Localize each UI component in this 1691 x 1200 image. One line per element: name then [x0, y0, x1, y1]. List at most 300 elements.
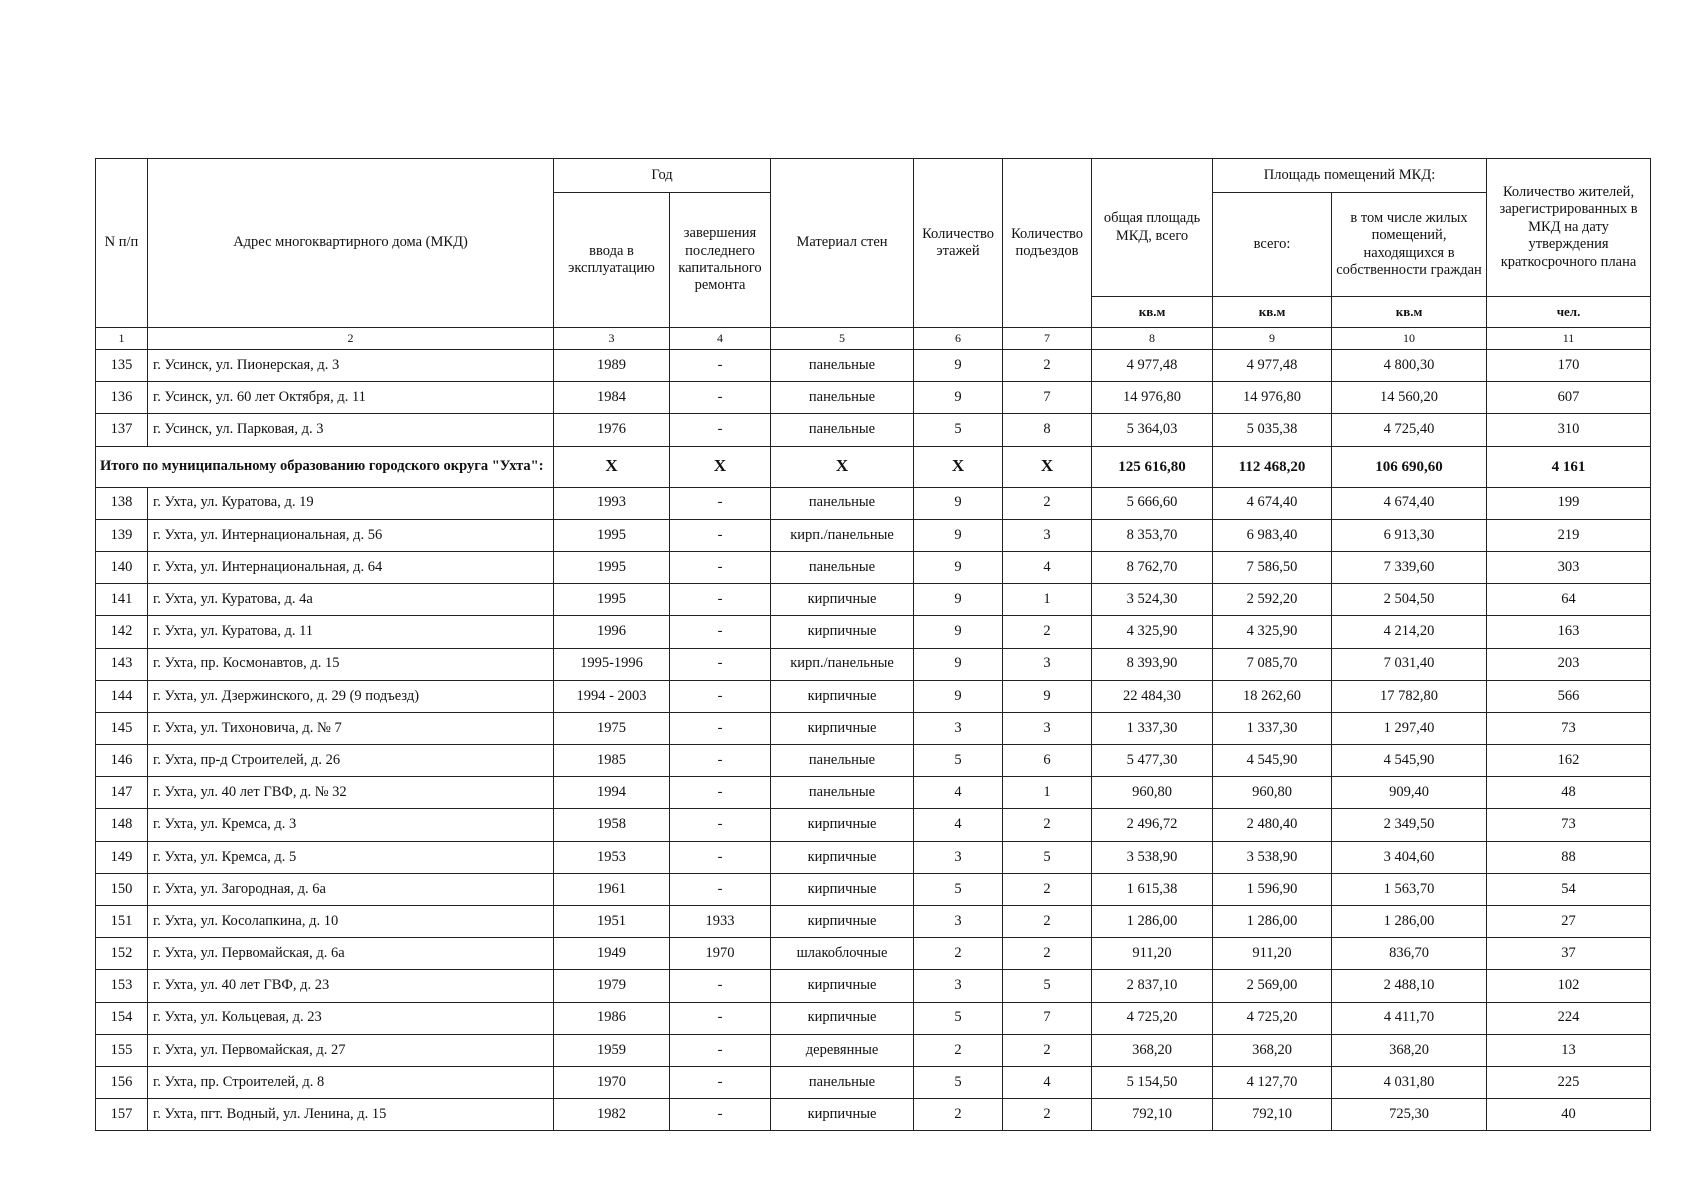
- cell-address: г. Ухта, ул. Загородная, д. 6а: [148, 873, 554, 905]
- cell-floors: 9: [914, 584, 1003, 616]
- cell-wall-material: панельные: [771, 382, 914, 414]
- header-premises-total: всего:: [1213, 193, 1332, 297]
- total-total-area: 125 616,80: [1092, 446, 1213, 487]
- col-number: 11: [1487, 328, 1651, 350]
- cell-area-residential: 2 349,50: [1332, 809, 1487, 841]
- cell-area-all: 4 977,48: [1213, 350, 1332, 382]
- cell-total-area: 5 666,60: [1092, 487, 1213, 519]
- cell-area-residential: 909,40: [1332, 777, 1487, 809]
- cell-year-commissioning: 1984: [554, 382, 670, 414]
- cell-area-residential: 4 800,30: [1332, 350, 1487, 382]
- mkd-table: [95, 158, 1651, 1131]
- cell-residents: 199: [1487, 487, 1651, 519]
- cell-floors: 9: [914, 487, 1003, 519]
- cell-residents: 203: [1487, 648, 1651, 680]
- header-total-area: общая площадь МКД, всего: [1092, 159, 1213, 297]
- cell-entrances: 2: [1003, 938, 1092, 970]
- cell-residents: 37: [1487, 938, 1651, 970]
- cell-year-repair: -: [670, 1034, 771, 1066]
- table-row: [96, 551, 1651, 583]
- cell-area-all: 7 586,50: [1213, 551, 1332, 583]
- cell-entrances: 3: [1003, 648, 1092, 680]
- col-number: 4: [670, 328, 771, 350]
- table-row: [96, 487, 1651, 519]
- cell-area-residential: 7 339,60: [1332, 551, 1487, 583]
- cell-entrances: 7: [1003, 382, 1092, 414]
- cell-entrances: 5: [1003, 841, 1092, 873]
- cell-entrances: 2: [1003, 1099, 1092, 1131]
- header-floors: Количество этажей: [914, 159, 1003, 328]
- table-row: [96, 1099, 1651, 1131]
- cell-year-commissioning: 1985: [554, 745, 670, 777]
- cell-total-area: 2 496,72: [1092, 809, 1213, 841]
- cell-floors: 4: [914, 777, 1003, 809]
- cell-area-residential: 4 545,90: [1332, 745, 1487, 777]
- cell-wall-material: панельные: [771, 551, 914, 583]
- cell-residents: 102: [1487, 970, 1651, 1002]
- cell-residents: 219: [1487, 519, 1651, 551]
- cell-area-all: 4 545,90: [1213, 745, 1332, 777]
- cell-address: г. Усинск, ул. Парковая, д. 3: [148, 414, 554, 446]
- cell-entrances: 8: [1003, 414, 1092, 446]
- cell-year-repair: -: [670, 777, 771, 809]
- header-wall-material: Материал стен: [771, 159, 914, 328]
- cell-year-repair: -: [670, 648, 771, 680]
- cell-year-commissioning: 1986: [554, 1002, 670, 1034]
- table-row: [96, 584, 1651, 616]
- cell-area-residential: 4 031,80: [1332, 1066, 1487, 1098]
- cell-residents: 225: [1487, 1066, 1651, 1098]
- header-entrances: Количество подъездов: [1003, 159, 1092, 328]
- cell-number: 156: [96, 1066, 148, 1098]
- cell-year-commissioning: 1994 - 2003: [554, 680, 670, 712]
- cell-total-area: 4 977,48: [1092, 350, 1213, 382]
- cell-year-repair: -: [670, 745, 771, 777]
- cell-year-commissioning: 1995: [554, 551, 670, 583]
- cell-wall-material: деревянные: [771, 1034, 914, 1066]
- col-number: 8: [1092, 328, 1213, 350]
- cell-residents: 48: [1487, 777, 1651, 809]
- cell-number: 152: [96, 938, 148, 970]
- cell-residents: 310: [1487, 414, 1651, 446]
- cell-entrances: 2: [1003, 1034, 1092, 1066]
- cell-number: 155: [96, 1034, 148, 1066]
- cell-year-repair: -: [670, 1099, 771, 1131]
- cell-wall-material: панельные: [771, 1066, 914, 1098]
- cell-area-all: 2 480,40: [1213, 809, 1332, 841]
- cell-floors: 3: [914, 841, 1003, 873]
- table-row: [96, 809, 1651, 841]
- col-number: 1: [96, 328, 148, 350]
- table-row: [96, 680, 1651, 712]
- column-numbers-row: [96, 328, 1651, 350]
- header-year: Год: [554, 159, 771, 193]
- table-row: [96, 648, 1651, 680]
- cell-floors: 3: [914, 906, 1003, 938]
- cell-wall-material: кирп./панельные: [771, 519, 914, 551]
- cell-floors: 9: [914, 616, 1003, 648]
- cell-address: г. Усинск, ул. 60 лет Октября, д. 11: [148, 382, 554, 414]
- cell-area-residential: 4 674,40: [1332, 487, 1487, 519]
- cell-number: 137: [96, 414, 148, 446]
- cell-wall-material: кирпичные: [771, 970, 914, 1002]
- total-entrances: X: [1003, 446, 1092, 487]
- cell-area-all: 960,80: [1213, 777, 1332, 809]
- cell-year-commissioning: 1951: [554, 906, 670, 938]
- cell-year-commissioning: 1958: [554, 809, 670, 841]
- cell-year-repair: -: [670, 680, 771, 712]
- total-floors: X: [914, 446, 1003, 487]
- cell-number: 143: [96, 648, 148, 680]
- cell-floors: 9: [914, 350, 1003, 382]
- cell-floors: 5: [914, 1002, 1003, 1034]
- cell-year-repair: -: [670, 350, 771, 382]
- cell-residents: 54: [1487, 873, 1651, 905]
- unit-premises-residential: кв.м: [1332, 297, 1487, 328]
- cell-entrances: 6: [1003, 745, 1092, 777]
- cell-wall-material: шлакоблочные: [771, 938, 914, 970]
- cell-area-residential: 6 913,30: [1332, 519, 1487, 551]
- header-premises-residential: в том числе жилых помещений, находящихся в собственности граждан: [1332, 193, 1487, 297]
- total-area-residential: 106 690,60: [1332, 446, 1487, 487]
- cell-wall-material: кирпичные: [771, 841, 914, 873]
- cell-entrances: 9: [1003, 680, 1092, 712]
- cell-area-residential: 4 214,20: [1332, 616, 1487, 648]
- cell-area-residential: 4 725,40: [1332, 414, 1487, 446]
- cell-area-residential: 1 563,70: [1332, 873, 1487, 905]
- col-number: 2: [148, 328, 554, 350]
- table-row: [96, 938, 1651, 970]
- table-row: [96, 414, 1651, 446]
- cell-year-commissioning: 1959: [554, 1034, 670, 1066]
- cell-total-area: 911,20: [1092, 938, 1213, 970]
- cell-area-all: 911,20: [1213, 938, 1332, 970]
- cell-total-area: 14 976,80: [1092, 382, 1213, 414]
- cell-number: 150: [96, 873, 148, 905]
- table-row: [96, 777, 1651, 809]
- cell-address: г. Ухта, ул. Кремса, д. 5: [148, 841, 554, 873]
- cell-year-repair: -: [670, 487, 771, 519]
- cell-area-residential: 7 031,40: [1332, 648, 1487, 680]
- cell-year-repair: -: [670, 712, 771, 744]
- col-number: 7: [1003, 328, 1092, 350]
- cell-address: г. Ухта, пр. Космонавтов, д. 15: [148, 648, 554, 680]
- cell-wall-material: панельные: [771, 350, 914, 382]
- header-year-last-repair: завершения последнего капитального ремонта: [670, 193, 771, 328]
- cell-year-commissioning: 1961: [554, 873, 670, 905]
- cell-entrances: 2: [1003, 906, 1092, 938]
- cell-wall-material: кирпичные: [771, 616, 914, 648]
- cell-residents: 607: [1487, 382, 1651, 414]
- cell-total-area: 5 477,30: [1092, 745, 1213, 777]
- cell-area-residential: 2 488,10: [1332, 970, 1487, 1002]
- cell-number: 148: [96, 809, 148, 841]
- cell-year-repair: -: [670, 519, 771, 551]
- col-number: 5: [771, 328, 914, 350]
- cell-year-commissioning: 1989: [554, 350, 670, 382]
- cell-residents: 566: [1487, 680, 1651, 712]
- total-year: X: [554, 446, 670, 487]
- cell-entrances: 4: [1003, 1066, 1092, 1098]
- cell-year-repair: -: [670, 809, 771, 841]
- col-number: 3: [554, 328, 670, 350]
- cell-area-residential: 1 297,40: [1332, 712, 1487, 744]
- cell-total-area: 4 725,20: [1092, 1002, 1213, 1034]
- cell-wall-material: кирпичные: [771, 712, 914, 744]
- cell-address: г. Ухта, ул. Тихоновича, д. № 7: [148, 712, 554, 744]
- cell-address: г. Ухта, ул. Куратова, д. 4а: [148, 584, 554, 616]
- cell-wall-material: панельные: [771, 745, 914, 777]
- cell-year-repair: -: [670, 873, 771, 905]
- col-number: 10: [1332, 328, 1487, 350]
- cell-address: г. Ухта, ул. Первомайская, д. 27: [148, 1034, 554, 1066]
- header-num: N п/п: [96, 159, 148, 328]
- cell-entrances: 2: [1003, 809, 1092, 841]
- total-row: [96, 446, 1651, 487]
- cell-address: г. Ухта, ул. Косолапкина, д. 10: [148, 906, 554, 938]
- cell-address: г. Ухта, ул. 40 лет ГВФ, д. 23: [148, 970, 554, 1002]
- cell-residents: 40: [1487, 1099, 1651, 1131]
- header-residents: Количество жителей, зарегистрированных в МКД на дату утверждения краткосрочного плана: [1487, 159, 1651, 297]
- cell-entrances: 1: [1003, 777, 1092, 809]
- table-row: [96, 712, 1651, 744]
- cell-address: г. Ухта, ул. Куратова, д. 19: [148, 487, 554, 519]
- cell-wall-material: кирпичные: [771, 1099, 914, 1131]
- table-row: [96, 873, 1651, 905]
- cell-residents: 64: [1487, 584, 1651, 616]
- cell-address: г. Ухта, ул. Куратова, д. 11: [148, 616, 554, 648]
- cell-number: 145: [96, 712, 148, 744]
- cell-total-area: 5 364,03: [1092, 414, 1213, 446]
- cell-year-repair: -: [670, 382, 771, 414]
- cell-year-repair: 1933: [670, 906, 771, 938]
- header-premises-area: Площадь помещений МКД:: [1213, 159, 1487, 193]
- cell-floors: 3: [914, 712, 1003, 744]
- cell-area-all: 2 592,20: [1213, 584, 1332, 616]
- cell-year-commissioning: 1995: [554, 584, 670, 616]
- header-address: Адрес многоквартирного дома (МКД): [148, 159, 554, 328]
- cell-entrances: 2: [1003, 487, 1092, 519]
- cell-floors: 2: [914, 1034, 1003, 1066]
- cell-entrances: 1: [1003, 584, 1092, 616]
- cell-area-residential: 17 782,80: [1332, 680, 1487, 712]
- cell-area-all: 1 286,00: [1213, 906, 1332, 938]
- cell-year-repair: -: [670, 414, 771, 446]
- cell-entrances: 2: [1003, 873, 1092, 905]
- cell-number: 149: [96, 841, 148, 873]
- cell-residents: 170: [1487, 350, 1651, 382]
- cell-area-residential: 836,70: [1332, 938, 1487, 970]
- table-row: [96, 382, 1651, 414]
- cell-number: 141: [96, 584, 148, 616]
- cell-number: 139: [96, 519, 148, 551]
- cell-year-commissioning: 1975: [554, 712, 670, 744]
- cell-number: 146: [96, 745, 148, 777]
- cell-address: г. Ухта, ул. 40 лет ГВФ, д. № 32: [148, 777, 554, 809]
- cell-total-area: 2 837,10: [1092, 970, 1213, 1002]
- unit-premises-total: кв.м: [1213, 297, 1332, 328]
- total-area-all: 112 468,20: [1213, 446, 1332, 487]
- cell-residents: 224: [1487, 1002, 1651, 1034]
- cell-residents: 162: [1487, 745, 1651, 777]
- table-row: [96, 1034, 1651, 1066]
- cell-year-commissioning: 1995: [554, 519, 670, 551]
- cell-residents: 163: [1487, 616, 1651, 648]
- cell-wall-material: кирпичные: [771, 809, 914, 841]
- cell-year-commissioning: 1949: [554, 938, 670, 970]
- cell-residents: 27: [1487, 906, 1651, 938]
- cell-number: 136: [96, 382, 148, 414]
- unit-residents: чел.: [1487, 297, 1651, 328]
- cell-residents: 73: [1487, 712, 1651, 744]
- cell-area-all: 4 127,70: [1213, 1066, 1332, 1098]
- cell-wall-material: кирпичные: [771, 1002, 914, 1034]
- cell-area-residential: 725,30: [1332, 1099, 1487, 1131]
- cell-entrances: 3: [1003, 712, 1092, 744]
- cell-area-residential: 1 286,00: [1332, 906, 1487, 938]
- table-row: [96, 745, 1651, 777]
- cell-year-repair: -: [670, 970, 771, 1002]
- cell-address: г. Ухта, ул. Первомайская, д. 6а: [148, 938, 554, 970]
- cell-number: 144: [96, 680, 148, 712]
- cell-year-repair: 1970: [670, 938, 771, 970]
- cell-wall-material: кирпичные: [771, 584, 914, 616]
- table-row: [96, 616, 1651, 648]
- cell-total-area: 22 484,30: [1092, 680, 1213, 712]
- cell-floors: 5: [914, 745, 1003, 777]
- cell-floors: 9: [914, 680, 1003, 712]
- cell-year-commissioning: 1976: [554, 414, 670, 446]
- table-body: [96, 159, 1651, 1131]
- cell-wall-material: панельные: [771, 414, 914, 446]
- cell-year-commissioning: 1995-1996: [554, 648, 670, 680]
- cell-residents: 303: [1487, 551, 1651, 583]
- cell-number: 135: [96, 350, 148, 382]
- cell-year-commissioning: 1953: [554, 841, 670, 873]
- cell-area-all: 368,20: [1213, 1034, 1332, 1066]
- cell-residents: 13: [1487, 1034, 1651, 1066]
- cell-total-area: 4 325,90: [1092, 616, 1213, 648]
- cell-entrances: 7: [1003, 1002, 1092, 1034]
- cell-entrances: 2: [1003, 616, 1092, 648]
- cell-number: 153: [96, 970, 148, 1002]
- cell-area-all: 7 085,70: [1213, 648, 1332, 680]
- cell-area-all: 4 674,40: [1213, 487, 1332, 519]
- cell-total-area: 3 524,30: [1092, 584, 1213, 616]
- cell-total-area: 792,10: [1092, 1099, 1213, 1131]
- cell-address: г. Ухта, пгт. Водный, ул. Ленина, д. 15: [148, 1099, 554, 1131]
- cell-floors: 2: [914, 1099, 1003, 1131]
- cell-address: г. Ухта, ул. Интернациональная, д. 64: [148, 551, 554, 583]
- cell-year-commissioning: 1993: [554, 487, 670, 519]
- cell-area-all: 18 262,60: [1213, 680, 1332, 712]
- cell-residents: 73: [1487, 809, 1651, 841]
- cell-year-repair: -: [670, 1066, 771, 1098]
- cell-address: г. Усинск, ул. Пионерская, д. 3: [148, 350, 554, 382]
- cell-area-residential: 2 504,50: [1332, 584, 1487, 616]
- total-material: X: [771, 446, 914, 487]
- cell-year-repair: -: [670, 584, 771, 616]
- cell-entrances: 3: [1003, 519, 1092, 551]
- cell-year-commissioning: 1996: [554, 616, 670, 648]
- header-row-1: [96, 159, 1651, 193]
- cell-year-repair: -: [670, 616, 771, 648]
- col-number: 9: [1213, 328, 1332, 350]
- cell-floors: 4: [914, 809, 1003, 841]
- cell-address: г. Ухта, ул. Кольцевая, д. 23: [148, 1002, 554, 1034]
- table-row: [96, 519, 1651, 551]
- cell-area-all: 4 725,20: [1213, 1002, 1332, 1034]
- cell-floors: 9: [914, 382, 1003, 414]
- cell-wall-material: кирп./панельные: [771, 648, 914, 680]
- cell-entrances: 5: [1003, 970, 1092, 1002]
- col-number: 6: [914, 328, 1003, 350]
- total-repair: X: [670, 446, 771, 487]
- cell-entrances: 4: [1003, 551, 1092, 583]
- cell-entrances: 2: [1003, 350, 1092, 382]
- cell-area-all: 5 035,38: [1213, 414, 1332, 446]
- cell-year-commissioning: 1979: [554, 970, 670, 1002]
- cell-area-residential: 4 411,70: [1332, 1002, 1487, 1034]
- cell-wall-material: кирпичные: [771, 906, 914, 938]
- cell-total-area: 8 353,70: [1092, 519, 1213, 551]
- cell-area-all: 792,10: [1213, 1099, 1332, 1131]
- cell-number: 151: [96, 906, 148, 938]
- cell-number: 138: [96, 487, 148, 519]
- cell-address: г. Ухта, ул. Дзержинского, д. 29 (9 подъезд): [148, 680, 554, 712]
- cell-number: 157: [96, 1099, 148, 1131]
- table-row: [96, 906, 1651, 938]
- cell-year-commissioning: 1970: [554, 1066, 670, 1098]
- cell-total-area: 8 762,70: [1092, 551, 1213, 583]
- cell-wall-material: панельные: [771, 487, 914, 519]
- cell-total-area: 5 154,50: [1092, 1066, 1213, 1098]
- table-row: [96, 1002, 1651, 1034]
- cell-area-all: 1 337,30: [1213, 712, 1332, 744]
- cell-year-repair: -: [670, 841, 771, 873]
- cell-total-area: 3 538,90: [1092, 841, 1213, 873]
- cell-area-residential: 3 404,60: [1332, 841, 1487, 873]
- table-row: [96, 350, 1651, 382]
- cell-total-area: 8 393,90: [1092, 648, 1213, 680]
- total-residents: 4 161: [1487, 446, 1651, 487]
- cell-total-area: 1 286,00: [1092, 906, 1213, 938]
- cell-area-all: 1 596,90: [1213, 873, 1332, 905]
- cell-wall-material: кирпичные: [771, 680, 914, 712]
- cell-area-all: 2 569,00: [1213, 970, 1332, 1002]
- cell-address: г. Ухта, ул. Интернациональная, д. 56: [148, 519, 554, 551]
- cell-area-all: 6 983,40: [1213, 519, 1332, 551]
- cell-total-area: 960,80: [1092, 777, 1213, 809]
- cell-floors: 3: [914, 970, 1003, 1002]
- table-row: [96, 841, 1651, 873]
- cell-wall-material: кирпичные: [771, 873, 914, 905]
- cell-floors: 5: [914, 873, 1003, 905]
- cell-area-residential: 14 560,20: [1332, 382, 1487, 414]
- cell-number: 142: [96, 616, 148, 648]
- cell-year-repair: -: [670, 551, 771, 583]
- cell-address: г. Ухта, пр-д Строителей, д. 26: [148, 745, 554, 777]
- cell-number: 154: [96, 1002, 148, 1034]
- cell-total-area: 1 615,38: [1092, 873, 1213, 905]
- unit-total-area: кв.м: [1092, 297, 1213, 328]
- cell-floors: 9: [914, 551, 1003, 583]
- cell-residents: 88: [1487, 841, 1651, 873]
- cell-number: 147: [96, 777, 148, 809]
- cell-area-all: 4 325,90: [1213, 616, 1332, 648]
- cell-year-repair: -: [670, 1002, 771, 1034]
- cell-floors: 9: [914, 519, 1003, 551]
